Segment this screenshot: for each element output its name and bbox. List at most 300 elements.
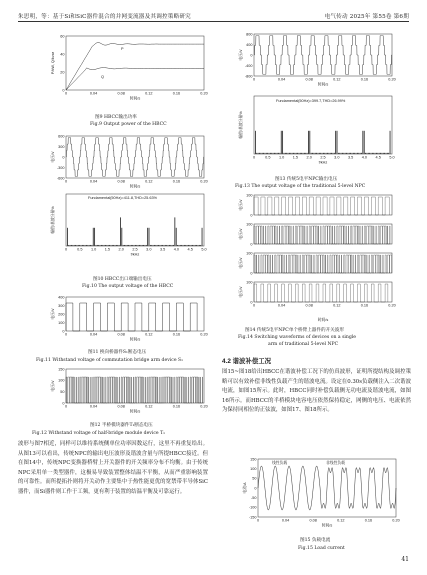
fig14-sub-4-x-tick: 0 xyxy=(252,303,256,308)
fig10-fft-bar xyxy=(176,228,177,246)
fig11-x-tick: 0 xyxy=(64,332,68,337)
fig13-fft-x-tick: 1.0 xyxy=(278,155,285,160)
fig13-fft-bar xyxy=(304,153,305,154)
fig12-x-tick: 0.16 xyxy=(172,404,181,409)
fig13-time-x-tick: 0 xyxy=(252,77,256,82)
fig14-sub-2-y-label: 电压/V xyxy=(239,228,243,240)
fig10-time-x-tick: 0.20 xyxy=(200,179,208,184)
fig13-fft-bar xyxy=(263,153,264,154)
fig13-fft-bar xyxy=(349,153,350,154)
fig13-fft-bar xyxy=(279,153,280,154)
fig10-fft-bar xyxy=(189,245,190,246)
fig13-fft-bar xyxy=(373,153,374,154)
fig13-fft-bar xyxy=(296,153,297,154)
fig10-fft-bar xyxy=(96,245,97,246)
fig11-y-label: 电压/V xyxy=(51,308,55,320)
fig11-x-tick: 0.04 xyxy=(89,332,98,337)
fig15-legend-nonlinear: 非线性负载 xyxy=(326,461,345,465)
fig13-fft-bar xyxy=(320,153,321,154)
fig15-x-tick: 0.12 xyxy=(337,518,345,523)
fig13-fft-bar xyxy=(364,131,365,154)
fig13-fft-bar xyxy=(255,131,256,154)
fig9-x-tick: 0.08 xyxy=(117,91,125,96)
fig13-fft-bar xyxy=(284,153,285,154)
fig10-fft-bar xyxy=(139,245,140,246)
fig13-fft-bar xyxy=(309,131,310,154)
fig10-time-y-tick: -600 xyxy=(56,176,65,181)
fig14-sub-1-y-tick: 100 xyxy=(246,193,253,198)
fig11-y-tick: 100 xyxy=(58,320,65,325)
fig13-fft-bar xyxy=(353,153,354,154)
fig10-fft-bar xyxy=(72,245,73,246)
fig10-fft-bar xyxy=(161,245,162,246)
fig13-fft-bar xyxy=(380,153,381,154)
fig10-fft-bar xyxy=(177,245,178,246)
fig13-fft-bar xyxy=(273,153,274,154)
figure-9 xyxy=(40,30,210,110)
fig15-caption-cn: 图15 负载电流 xyxy=(300,538,331,543)
fig13-fft-bar xyxy=(387,153,388,154)
fig10-fft-bar xyxy=(199,245,200,246)
fig10-time-y-tick: -300 xyxy=(56,165,65,170)
fig10-fft-bar xyxy=(135,245,136,246)
fig13-time-y-tick: 400 xyxy=(246,42,253,47)
fig13-fft-bar xyxy=(339,153,340,154)
fig10-caption-en: Fig.10 The output voltage of the HBCC xyxy=(82,284,174,289)
fig13-fft-bar xyxy=(270,153,271,154)
fig12-y-tick: 50 xyxy=(60,389,65,394)
fig9-q-label: Q xyxy=(101,75,104,79)
fig13-fft-bar xyxy=(259,153,260,154)
fig10-fft-bar xyxy=(164,245,165,246)
fig10-time-x-tick: 0 xyxy=(64,179,68,184)
fig15-current-waveform xyxy=(258,466,396,510)
fig11-y-tick: 200 xyxy=(58,312,65,317)
fig9-y-tick: 40 xyxy=(60,52,65,57)
fig15-y-label: 电流/A xyxy=(243,482,247,494)
fig13-fft-bar xyxy=(292,153,293,154)
fig15-y-tick: -150 xyxy=(248,515,257,520)
fig15-x-tick: 0 xyxy=(256,518,260,523)
fig11-x-tick: 0.08 xyxy=(117,332,125,337)
fig13-fft-bar xyxy=(331,153,332,154)
fig10-fft-x-label: f/kHz xyxy=(130,252,140,257)
fig10-fft-bar xyxy=(184,245,185,246)
fig10-fft-x-tick: 3.0 xyxy=(146,247,152,252)
fig14-caption-en-1: Fig.14 Switching waveforms of devices on a single xyxy=(238,335,356,340)
fig10-fft-bar xyxy=(188,245,189,246)
fig13-fft-bar xyxy=(383,153,384,154)
fig9-p-series xyxy=(66,43,204,91)
fig10-fft-x-tick: 1.0 xyxy=(90,247,97,252)
fig13-time-y-tick: -800 xyxy=(244,74,253,79)
fig10-fft-bar xyxy=(155,245,156,246)
fig10-fft-bar xyxy=(172,245,173,246)
fig15-y-tick: 0 xyxy=(254,486,257,491)
fig14-sub-4-x-tick: 0.04 xyxy=(277,303,286,308)
fig10-fft-x-tick: 0 xyxy=(64,247,68,252)
fig12-voltage-waveform xyxy=(66,377,203,403)
fig13-fft-bar xyxy=(334,153,335,154)
fig15-y-tick: 50 xyxy=(252,476,257,481)
fig13-fft-bar xyxy=(372,153,373,154)
fig13-fft-bar xyxy=(299,153,300,154)
fig10-fft-y-label: 幅值/基波分量% xyxy=(51,206,55,234)
fig10-fft-bar xyxy=(85,245,86,246)
fig10-time-x-label: 时间/s xyxy=(129,184,141,189)
fig14-sub-3-y-tick: 100 xyxy=(246,251,253,256)
figure-10 xyxy=(40,130,210,260)
fig10-fft-bar xyxy=(100,245,101,246)
fig13-fft-x-tick: 0 xyxy=(252,155,256,160)
fig13-fft-bar xyxy=(375,153,376,154)
fig13-time-y-tick: 0 xyxy=(250,53,253,58)
fig10-fft-bar xyxy=(173,245,174,246)
fig10-fft-bar xyxy=(157,245,158,246)
fig13-fft-bar xyxy=(275,153,276,154)
fig13-fft-bar xyxy=(346,153,347,154)
fig13-fft-bar xyxy=(269,153,270,154)
fig14-caption-en-2: arm of traditional 5-level NPC xyxy=(268,342,339,347)
fig10-fft-x-tick: 1.5 xyxy=(104,247,111,252)
fig12-y-tick: 0 xyxy=(62,401,65,406)
fig15-y-tick: 100 xyxy=(250,466,257,471)
fig10-fft-bar xyxy=(149,228,150,246)
running-header-left: 朱思明，等：基于Si和SiC器件混合的并网变流器及其调控策略研究 xyxy=(18,14,191,20)
fig10-fft-bar xyxy=(183,245,184,246)
fig10-fft-x-tick: 0.5 xyxy=(77,247,83,252)
fig13-fft-bar xyxy=(265,153,266,154)
fig12-x-tick: 0.12 xyxy=(145,404,153,409)
fig10-fft-bar xyxy=(125,245,126,246)
fig10-fft-x-tick: 2.5 xyxy=(132,247,138,252)
fig13-fft-x-tick: 5.0 xyxy=(389,155,395,160)
figure-11 xyxy=(40,295,210,345)
fig9-q-series xyxy=(66,68,204,90)
fig13-time-x-tick: 0.12 xyxy=(333,77,341,82)
fig10-fft-plot-frame xyxy=(66,194,204,246)
fig13-time-x-tick: 0.16 xyxy=(360,77,369,82)
fig10-fft-bar xyxy=(151,245,152,246)
fig13-fft-bar xyxy=(342,153,343,154)
fig10-fft-bar xyxy=(145,245,146,246)
header-rule xyxy=(18,21,409,22)
fig13-fft-bar xyxy=(384,153,385,154)
fig10-fft-bar xyxy=(198,245,199,246)
fig13-fft-bar xyxy=(390,131,391,154)
fig13-fft-bar xyxy=(290,153,291,154)
fig13-fft-bar xyxy=(303,153,304,154)
body-text-right: 图15~图18给出HBCC在谐波补偿工况下的仿真波形，证明所提结构及调控策略可以有效补偿非线性负载产生的谐波电流。设定在0.30s负载侧注入二次谐波电流，如图15所示。此时，HBCC同时补偿负载侧无功电流及谐波电流，如图16所示。而HBCC的半桥模块电容电压依然保持稳定，网侧的电压、电流依然为保持同相位的正弦波，如图17、图18所示。 xyxy=(222,369,411,414)
fig13-fft-bar xyxy=(368,153,369,154)
fig13-fft-bar xyxy=(281,131,282,154)
fig13-fft-bar xyxy=(338,153,339,154)
fig13-fft-bar xyxy=(289,153,290,154)
fig11-x-tick: 0.20 xyxy=(200,332,208,337)
fig10-fft-bar xyxy=(90,245,91,246)
fig13-fft-bar xyxy=(362,131,363,154)
fig13-caption-cn: 图13 传统5电平NPC输出电压 xyxy=(275,177,338,182)
fig10-fft-bar xyxy=(146,245,147,246)
fig14-sub-4-x-tick: 0.12 xyxy=(333,303,341,308)
fig13-fft-bar xyxy=(360,153,361,154)
fig14-sub-4-x-tick: 0.20 xyxy=(388,303,396,308)
fig10-fft-bar xyxy=(121,228,122,246)
fig10-time-y-tick: 600 xyxy=(58,134,65,139)
fig14-switching-waveform xyxy=(254,284,388,302)
fig13-fft-bar xyxy=(315,153,316,154)
fig10-fft-bar xyxy=(180,245,181,246)
fig11-y-tick: 400 xyxy=(58,295,65,300)
fig12-x-tick: 0.20 xyxy=(200,404,208,409)
fig13-fft-bar xyxy=(324,153,325,154)
fig14-switching-waveform xyxy=(254,255,392,273)
fig13-fft-bar xyxy=(288,153,289,154)
fig10-fft-bar xyxy=(158,245,159,246)
fig13-time-x-tick: 0.20 xyxy=(388,77,396,82)
fig13-time-y-tick: -400 xyxy=(244,63,253,68)
fig13-fft-bar xyxy=(282,131,283,154)
figure-14 xyxy=(228,193,398,323)
fig10-time-x-tick: 0.16 xyxy=(172,179,181,184)
fig10-fft-bar xyxy=(134,245,135,246)
fig10-fft-bar xyxy=(106,245,107,246)
fig13-fft-bar xyxy=(326,153,327,154)
fig10-fft-bar xyxy=(104,245,105,246)
fig14-switching-waveform xyxy=(254,226,390,244)
fig10-fft-bar xyxy=(200,245,201,246)
fig15-x-tick: 0.04 xyxy=(281,518,290,523)
fig13-fft-bar xyxy=(347,153,348,154)
fig10-fft-bar xyxy=(165,245,166,246)
fig13-fft-bar xyxy=(274,153,275,154)
fig10-fft-bar xyxy=(82,245,83,246)
fig10-fft-bar xyxy=(101,245,102,246)
fig10-fft-bar xyxy=(83,245,84,246)
fig13-fft-bar xyxy=(313,153,314,154)
fig10-fft-bar xyxy=(196,245,197,246)
fig10-fft-x-tick: 4.0 xyxy=(173,247,180,252)
fig14-sub-1-y-tick: 0 xyxy=(250,213,253,218)
fig10-fft-bar xyxy=(185,245,186,246)
fig13-fft-bar xyxy=(386,153,387,154)
fig13-fft-bar xyxy=(312,153,313,154)
fig15-x-label: 时间/s xyxy=(321,523,333,528)
fig12-x-label: 时间/s xyxy=(129,409,141,414)
fig13-fft-x-tick: 1.5 xyxy=(292,155,299,160)
fig13-fft-x-tick: 0.5 xyxy=(265,155,271,160)
fig10-fft-bar xyxy=(117,245,118,246)
fig11-caption-cn: 图11 换向桥器件S₁断态电压 xyxy=(88,350,147,355)
fig10-fft-bar xyxy=(77,245,78,246)
fig13-fft-bar xyxy=(381,153,382,154)
fig13-fft-bar xyxy=(358,153,359,154)
fig14-switching-waveform xyxy=(254,197,389,215)
fig10-fft-bar xyxy=(120,217,121,246)
fig10-fft-bar xyxy=(170,245,171,246)
fig10-fft-bar xyxy=(75,245,76,246)
fig10-fft-bar xyxy=(97,245,98,246)
fig13-fft-bar xyxy=(388,153,389,154)
fig13-time-x-tick: 0.04 xyxy=(277,77,286,82)
fig10-fft-bar xyxy=(78,245,79,246)
fig13-fft-bar xyxy=(318,153,319,154)
fig11-x-tick: 0.16 xyxy=(172,332,181,337)
fig13-fft-bar xyxy=(376,153,377,154)
fig12-y-tick: 150 xyxy=(58,367,65,372)
fig14-sub-4-y-label: 电压/V xyxy=(239,286,243,298)
fig10-time-y-tick: 0 xyxy=(62,155,65,160)
fig13-fft-bar xyxy=(327,153,328,154)
fig14-sub-3-y-tick: 0 xyxy=(250,271,253,276)
fig13-fft-bar xyxy=(260,153,261,154)
fig13-time-y-label: 电压/V xyxy=(239,49,243,61)
fig10-fft-bar xyxy=(168,245,169,246)
fig10-fft-bar xyxy=(187,245,188,246)
fig10-fft-bar xyxy=(93,228,94,246)
fig10-fft-bar xyxy=(174,217,175,246)
fig10-fft-bar xyxy=(108,245,109,246)
fig13-fft-plot-frame xyxy=(254,96,392,154)
fig13-fft-x-tick: 4.5 xyxy=(375,155,381,160)
fig10-fft-bar xyxy=(143,245,144,246)
fig13-fft-bar xyxy=(343,153,344,154)
fig14-sub-4-y-tick: 0 xyxy=(250,300,253,305)
fig9-x-tick: 0 xyxy=(64,91,68,96)
fig12-x-tick: 0.08 xyxy=(117,404,125,409)
fig14-sub-2-y-tick: 100 xyxy=(246,222,253,227)
fig10-fft-bar xyxy=(98,245,99,246)
fig13-fft-bar xyxy=(357,153,358,154)
fig14-x-label: 时间/s xyxy=(317,318,329,322)
fig13-fft-x-tick: 2.0 xyxy=(306,155,312,160)
fig13-fft-bar xyxy=(379,153,380,154)
fig13-fft-bar xyxy=(307,153,308,154)
fig10-fft-x-tick: 3.5 xyxy=(159,247,166,252)
page-number: 41 xyxy=(401,556,409,563)
fig11-y-tick: 300 xyxy=(58,303,65,308)
fig12-x-tick: 0 xyxy=(64,404,68,409)
fig9-p-label: P xyxy=(121,47,124,51)
fig13-fft-bar xyxy=(300,153,301,154)
fig13-fft-x-label: f/kHz xyxy=(318,160,328,165)
fig10-fundamental-label: Fundamental(50Hz)=411.8,THD=25.63% xyxy=(88,196,157,200)
fig10-time-x-tick: 0.12 xyxy=(145,179,153,184)
fig12-caption-cn: 图12 半桥模块器件T₁断态电压 xyxy=(90,423,153,428)
fig10-fft-bar xyxy=(132,245,133,246)
fig10-fft-bar xyxy=(154,245,155,246)
fig13-fft-x-tick: 3.0 xyxy=(334,155,340,160)
fig13-fft-bar xyxy=(266,153,267,154)
fig10-time-x-tick: 0.04 xyxy=(89,179,98,184)
running-header-right: 电气传动 2025年 第55卷 第6期 xyxy=(324,14,409,20)
fig10-fft-bar xyxy=(192,245,193,246)
fig10-fft-bar xyxy=(81,245,82,246)
fig9-x-tick: 0.04 xyxy=(89,91,98,96)
fig13-fft-bar xyxy=(293,153,294,154)
fig10-fft-bar xyxy=(112,245,113,246)
fig13-fft-bar xyxy=(354,153,355,154)
fig13-fft-bar xyxy=(301,153,302,154)
fig10-fft-bar xyxy=(130,245,131,246)
fig13-fft-x-tick: 3.5 xyxy=(347,155,354,160)
fig10-fft-bar xyxy=(138,245,139,246)
fig13-fft-bar xyxy=(328,153,329,154)
figure-12 xyxy=(40,367,210,417)
fig10-fft-bar xyxy=(105,245,106,246)
fig15-x-tick: 0.08 xyxy=(309,518,317,523)
fig10-fft-bar xyxy=(68,245,69,246)
fig15-caption-en: Fig.15 Load current xyxy=(298,546,345,551)
fig10-fft-bar xyxy=(102,245,103,246)
fig14-sub-4-y-tick: 100 xyxy=(246,280,253,285)
fig14-sub-4-x-tick: 0.08 xyxy=(305,303,313,308)
fig11-x-tick: 0.12 xyxy=(145,332,153,337)
fig13-fft-bar xyxy=(278,153,279,154)
fig10-fft-bar xyxy=(162,245,163,246)
fig13-fft-bar xyxy=(322,153,323,154)
fig14-sub-4-x-tick: 0.16 xyxy=(360,303,369,308)
fig12-y-label: 电压/V xyxy=(51,380,55,392)
fig9-x-label: 时间/s xyxy=(129,96,141,101)
fig10-fft-bar xyxy=(67,228,68,246)
fig10-fft-bar xyxy=(147,228,148,246)
fig10-fft-bar xyxy=(74,245,75,246)
fig13-voltage-waveform xyxy=(254,36,392,75)
fig10-fft-bar xyxy=(140,245,141,246)
fig15-y-tick: -50 xyxy=(251,495,257,500)
fig10-fft-x-tick: 5.0 xyxy=(201,247,207,252)
fig15-y-tick: -100 xyxy=(248,505,257,510)
fig9-x-tick: 0.20 xyxy=(200,91,208,96)
fig15-x-tick: 0.16 xyxy=(364,518,373,523)
fig13-fft-bar xyxy=(305,153,306,154)
fig9-x-tick: 0.16 xyxy=(172,91,181,96)
fig14-caption-cn: 图14 传统5电平NPC单个桥臂上器件的开关波形 xyxy=(245,328,344,333)
fig9-caption-cn: 图9 HBCC输出功率 xyxy=(95,115,137,120)
fig13-fft-bar xyxy=(371,153,372,154)
fig13-fft-x-tick: 2.5 xyxy=(320,155,326,160)
fig10-fft-bar xyxy=(124,245,125,246)
body-text-left: 波形与图7相近，同样可以维持系统侧单位功率因数运行，这里不再重复给出。从图13可以看出，传统NPC的输出电压波形及谐波含量与所提HBCC接近。但在图14中，传统NPC变换器桥臂上开关器件的开关频率分布不均衡。由于传统NPC采用单一类型器件，这极易导致装置整体结温不平衡，从而严重影响装置的可靠性。而所提拓扑则将开关动作主要集中于热性能更优的宽禁带半导体SiC器件，而Si器件则工作于工频，更有利于装置的结温平衡及可靠运行。 xyxy=(18,441,208,495)
fig10-time-x-tick: 0.08 xyxy=(117,179,125,184)
fig13-fft-bar xyxy=(369,153,370,154)
fig14-sub-1-y-label: 电压/V xyxy=(239,199,243,211)
fig10-fft-bar xyxy=(116,245,117,246)
fig10-fft-bar xyxy=(166,245,167,246)
fig13-fft-bar xyxy=(316,153,317,154)
fig10-fft-bar xyxy=(123,245,124,246)
fig15-y-tick: 150 xyxy=(250,457,257,462)
fig11-caption-en: Fig.11 Withstand voltage of commutation bridge arm device S₁ xyxy=(36,358,184,363)
fig13-fft-bar xyxy=(297,153,298,154)
fig13-fft-bar xyxy=(258,153,259,154)
fig15-x-tick: 0.20 xyxy=(392,518,400,523)
fig10-fft-bar xyxy=(109,245,110,246)
fig10-voltage-waveform xyxy=(66,138,204,177)
fig13-fft-bar xyxy=(335,131,336,154)
fig10-fft-bar xyxy=(89,245,90,246)
fig13-fft-bar xyxy=(330,153,331,154)
fig10-fft-bar xyxy=(87,245,88,246)
fig13-fft-bar xyxy=(319,153,320,154)
fig10-fft-bar xyxy=(195,245,196,246)
fig10-fft-bar xyxy=(127,245,128,246)
fig13-fft-bar xyxy=(352,153,353,154)
fig13-fft-bar xyxy=(323,153,324,154)
fig10-fft-bar xyxy=(142,245,143,246)
fig14-sub-2-y-tick: 0 xyxy=(250,242,253,247)
